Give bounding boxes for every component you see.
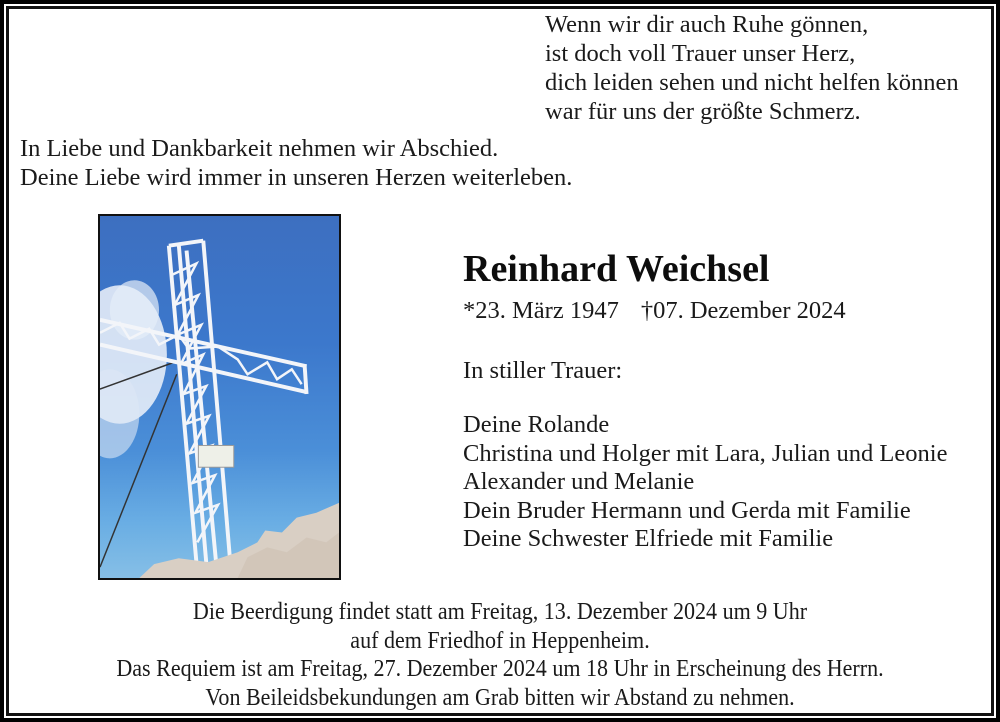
- funeral-info: [50, 598, 950, 712]
- life-dates: [463, 296, 846, 325]
- funeral-line: Von Beileidsbekundungen am Grab bitten wir Abstand zu nehmen.: [205, 683, 795, 711]
- poem-line: dich leiden sehen und nicht helfen können: [545, 69, 959, 96]
- death-date: †07. Dezember 2024: [640, 297, 846, 324]
- funeral-line: auf dem Friedhof in Heppenheim.: [350, 626, 650, 654]
- birth-date: *23. März 1947: [463, 297, 619, 324]
- farewell-line: In Liebe und Dankbarkeit nehmen wir Abschied.: [20, 135, 499, 162]
- poem-verse: [545, 10, 959, 126]
- cross-image-icon: [100, 216, 339, 578]
- mourners-list: [463, 411, 947, 554]
- mourner-entry: Christina und Holger mit Lara, Julian und Leonie: [463, 439, 948, 467]
- mourner-entry: Deine Schwester Elfriede mit Familie: [463, 525, 834, 552]
- mourner-entry: Deine Rolande: [463, 411, 610, 438]
- poem-line: Wenn wir dir auch Ruhe gönnen,: [545, 11, 869, 38]
- mourner-entry: Alexander und Melanie: [463, 468, 695, 495]
- poem-line: ist doch voll Trauer unser Herz,: [545, 40, 856, 67]
- summit-cross-photo: [98, 214, 341, 580]
- funeral-line: Das Requiem ist am Freitag, 27. Dezember 2024 um 18 Uhr in Erscheinung des Herrn.: [116, 655, 884, 682]
- mourner-entry: Dein Bruder Hermann und Gerda mit Familie: [463, 496, 911, 524]
- poem-line: war für uns der größte Schmerz.: [545, 98, 861, 125]
- deceased-name: Reinhard Weichsel: [463, 248, 770, 290]
- farewell-line: Deine Liebe wird immer in unseren Herzen weiterleben.: [20, 164, 573, 191]
- farewell-text: [20, 134, 572, 192]
- funeral-line: Die Beerdigung findet statt am Freitag, 13. Dezember 2024 um 9 Uhr: [192, 598, 808, 625]
- mourning-heading: In stiller Trauer:: [463, 357, 623, 384]
